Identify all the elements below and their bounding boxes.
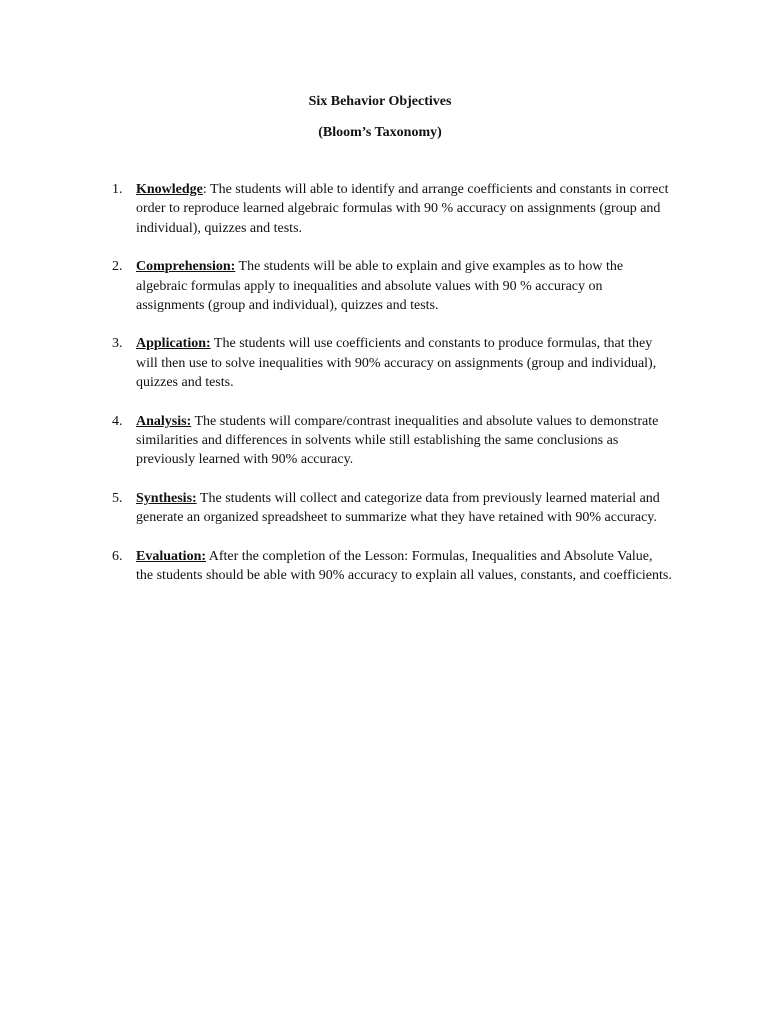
objective-term: Comprehension: [136, 259, 236, 275]
document-subtitle: (Bloom’s Taxonomy) [318, 125, 442, 140]
objective-separator: : [202, 182, 207, 197]
objective-number: 6. [112, 548, 123, 564]
objective-number: 5. [112, 490, 123, 506]
objectives-list [112, 180, 672, 605]
objective-comprehension [112, 257, 672, 315]
objective-text: The students will be able to explain and give examples as to how the algebraic formulas apply to inequalities and absolute values with 90 % accuracy on assignments (group and individual), quizzes and tests. [136, 259, 624, 314]
objective-term: Evaluation: [136, 548, 207, 564]
objective-knowledge [112, 180, 672, 238]
objective-term: Application: [136, 336, 211, 352]
objective-synthesis [112, 489, 672, 528]
objective-number: 1. [112, 182, 123, 197]
document-title: Six Behavior Objectives [308, 94, 452, 109]
objective-term: Analysis: [136, 413, 192, 429]
objective-text: The students will collect and categorize data from previously learned material and generate an organized spreadsheet to summarize what they have retained with 90% accuracy. [136, 490, 660, 526]
objective-number: 2. [112, 259, 123, 275]
objective-text: The students will able to identify and arrange coefficients and constants in correct order to reproduce learned algebraic formulas with 90 % accuracy on assignments (group and individual), quizzes and tests. [136, 182, 669, 236]
objective-term: Synthesis: [136, 490, 197, 506]
objective-evaluation [112, 547, 672, 586]
objective-application [112, 334, 672, 392]
objective-text: The students will use coefficients and constants to produce formulas, that they will then use to solve inequalities with 90% accuracy on assignments (group and individual), quizzes and tests. [136, 336, 657, 391]
objective-term: Knowledge [136, 182, 203, 197]
objective-number: 3. [112, 336, 123, 352]
objective-analysis [112, 412, 672, 470]
objective-text: After the completion of the Lesson: Formulas, Inequalities and Absolute Value, the students should be able with 90% accuracy to explain all values, constants, and coefficients. [136, 548, 672, 584]
objective-number: 4. [112, 413, 123, 429]
objective-text: The students will compare/contrast inequalities and absolute values to demonstrate similarities and differences in solvents while still establishing the same conclusions as previously learned with 90% accuracy. [136, 413, 659, 468]
